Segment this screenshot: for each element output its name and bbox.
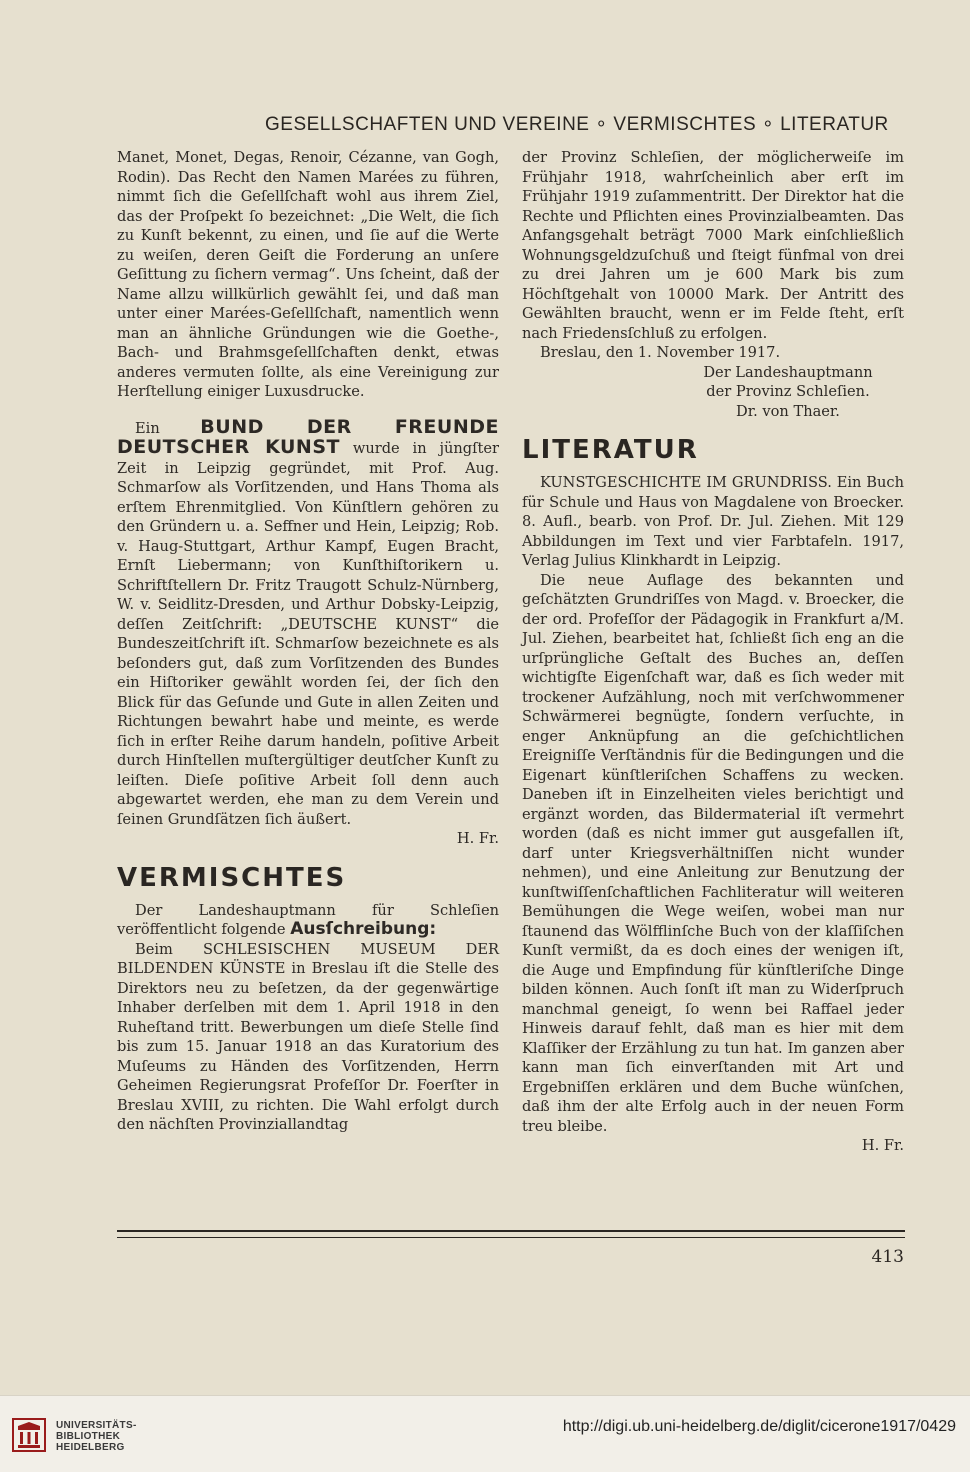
library-name (56, 1420, 137, 1453)
footer-rule-thick (117, 1230, 905, 1232)
running-header: GESELLSCHAFTEN UND VEREINE ∘ VERMISCHTES ∘ LITERATUR (265, 114, 889, 135)
intro-paragraph: Manet, Monet, Degas, Renoir, Cézanne, van Gogh, Rodin). Das Recht den Namen Marées zu führen, nimmt ſich die Geſellſchaft wohl aus ihrem Ziel, das der Proſpekt ſo bezeichnet: „Die Welt, die ſich zu Kunſt bekennt, zu einen, und ſie auf die Werte zu weiſen, deren Geiſt die Forderung an unſere Geſittung zu ſichern vermag“. Uns ſcheint, daß der Name allzu willkürlich gewählt ſei, und daß man unter einer Marées-Geſellſchaft, namentlich wenn man an ähnliche Gründungen wie die Goethe-, Bach- und Brahmsgeſellſchaften denkt, etwas anderes vermuten ſollte, als eine Vereinigung zur Herſtellung einiger Luxusdrucke. (117, 149, 499, 400)
ausschreibung-heading: Ausſchreibung: (290, 919, 437, 939)
literatur-title: LITERATUR (522, 435, 699, 465)
vermischtes-text: Beim SCHLESISCHEN MUSEUM DER BILDENDEN KÜNSTE in Breslau iſt die Stelle des Direktors neu zu beſetzen, da der gegenwärtige Inhaber derſelben mit dem 1. April 1918 in den Ruheſtand tritt. Bewerbungen um dieſe Stelle ſind bis zum 15. Januar 1918 an das Kuratorium des Muſeums zu Händen des Vorſitzenden, Herrn Geheimen Regierungsrat Profeſſor Dr. Foerſter in Breslau XVIII, zu richten. Die Wahl erfolgt durch den nächſten Provinziallandtag (117, 940, 499, 1133)
library-logo-icon (12, 1418, 46, 1452)
bund-signature: H. Fr. (456, 830, 499, 847)
footer-rule-thin (117, 1237, 905, 1238)
library-line-3: HEIDELBERG (56, 1442, 125, 1453)
digitization-footer (0, 1395, 970, 1472)
vermischtes-intro-paragraph (117, 901, 499, 940)
review-signature: H. Fr. (861, 1137, 904, 1154)
left-column (117, 148, 499, 1135)
signer-line-1: Der Landeshauptmann (703, 363, 873, 381)
library-line-1: UNIVERSITÄTS- (56, 1420, 137, 1431)
right-column (522, 148, 904, 1156)
signer-name: Dr. von Thaer. (736, 402, 840, 420)
continued-text: der Provinz Schleſien, der möglicherweiſe im Frühjahr 1918, wahrſcheinlich aber erſt im Frühjahr 1919 zuſammentritt. Der Direktor hat die Rechte und Pflichten eines Provinzialbeamten. Das Anfangsgehalt beträgt 7000 Mark einſchließlich Wohnungsgeldzuſchuß und ſteigt fünfmal von drei zu drei Jahren um je 600 Mark bis zum Höchſtgehalt von 10000 Mark. Der Antritt des Gewählten braucht, wenn er im Felde ſteht, erſt nach Friedensſchluß zu erfolgen. (522, 149, 904, 342)
place-date: Breslau, den 1. November 1917. (540, 344, 781, 361)
bund-text: wurde in jüngſter Zeit in Leipzig gegründet, mit Prof. Aug. Schmarſow als Vorſitzenden, und Hans Thoma als erſtem Ehrenmitglied. Von Künſtlern gehören zu den Gründern u. a. Seffner und Hein, Leipzig; Rob. v. Haug-Stuttgart, Arthur Kampf, Eugen Bracht, Ernſt Liebermann; von Kunſthiſtorikern u. Schriftſtellern Dr. Fritz Traugott Schulz-Nürnberg, W. v. Seidlitz-Dresden, und Arthur Dobsky-Leipzig, deſſen Zeitſchrift: „DEUTSCHE KUNST“ die Bundeszeitſchrift iſt. Schmarſow bezeichnete es als beſonders gut, daß zum Vorſitzenden des Bundes ein Hiſtoriker gewählt worden ſei, der ſich den Blick für das Geſunde und Gute in allen Zeiten und Richtungen bewahrt habe und meinte, es werde ſich in erſter Reihe darum handeln, poſitive Arbeit durch Hinſtellen muſtergültiger deutſcher Kunſt zu leiſten. Dieſe poſitive Arbeit ſoll denn auch abgewartet werden, ehe man zu dem Verein und ſeinen Grundſätzen ſich äußert. (117, 440, 500, 828)
library-line-2: BIBLIOTHEK (56, 1431, 121, 1442)
bund-paragraph (117, 415, 500, 830)
bund-prefix: Ein (135, 419, 160, 437)
book-entry: KUNSTGESCHICHTE IM GRUNDRISS. Ein Buch für Schule und Haus von Magdalene von Broecker. 8. Aufl., bearb. von Prof. Dr. Jul. Ziehen. Mit 129 Abbildungen im Text und vier Farbtafeln. 1917, Verlag Julius Klinkhardt in Leipzig. (522, 474, 904, 569)
signer-line-2: der Provinz Schleſien. (706, 383, 870, 400)
bund-heading: BUND DER FREUNDE DEUTSCHER KUNST (117, 415, 499, 458)
review-text: Die neue Auflage des bekannten und geſchätzten Grundriſſes von Magd. v. Broecker, die der ord. Profeſſor der Pädagogik in Frankfurt a/M. Jul. Ziehen, bearbeitet hat, ſchließt ſich eng an die urſprüngliche Geſtalt des Buches an, deſſen wichtigſte Eigenſchaft war, daß es ſich weder mit trockener Aufzählung, noch mit verſchwommener Schwärmerei begnügte, ſondern verſuchte, in enger Anknüpfung an die geſchichtlichen Ereigniſſe Verſtändnis für die Bedingungen und die Eigenart künſtleriſchen Schaffens zu wecken. Daneben iſt in Einzelheiten vieles berichtigt und ergänzt worden, das Bildermaterial iſt vermehrt worden (daß es nicht immer gut ausgefallen iſt, darf unter Kriegsverhältniſſen nicht wunder nehmen), und eine Anleitung zur Benutzung der kunſtwiſſenſchaftlichen Fachliteratur will weiteren Bemühungen die Wege weiſen, wobei man nur ſtaunend das Wölfflinſche Buch von der klaſſiſchen Kunſt vermißt, da es doch eines der wenigen iſt, die Auge und Empfindung für künſtleriſche Dinge bilden können. Auch ſonſt iſt man zu Widerſpruch manchmal geneigt, ſo wenn bei Raffael jeder Hinweis darauf fehlt, daß man es hier mit dem Klaſſiker der Erzählung zu tun hat. Im ganzen aber kann man ſich einverſtanden mit Art und Ergebniſſen erklären und dem Buche wünſchen, daß ihm der alte Erfolg auch in der neuen Form treu bleibe. (522, 571, 904, 1135)
page-number: 413 (871, 1247, 904, 1267)
vermischtes-title: VERMISCHTES (117, 862, 347, 893)
vermischtes-intro: Der Landeshauptmann für Schleſien veröffentlicht folgende (117, 901, 499, 938)
source-url-link[interactable]: http://digi.ub.uni-heidelberg.de/diglit/cicerone1917/0429 (562, 1418, 956, 1435)
